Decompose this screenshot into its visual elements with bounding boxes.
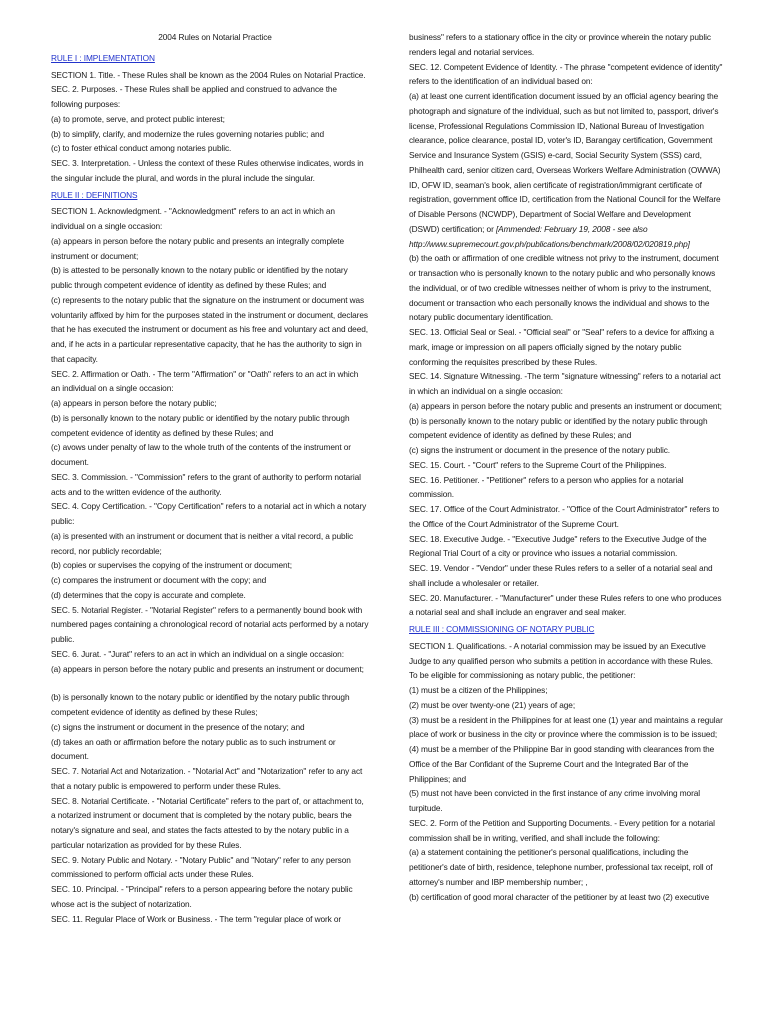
paragraph-text: (2) must be over twenty-one (21) years of age; — [409, 699, 576, 710]
paragraph-text: SEC. 8. Notarial Certificate. - "Notarial Certificate" refers to the part of, or attachment to, a notarized instrument or document that is completed by the notary public, bears the notary's signature and seal, and states the facts attested to by the notary public in a particular notarization as provided for by these Rules. — [51, 795, 364, 850]
paragraph — [409, 890, 723, 905]
rule-heading — [409, 622, 723, 637]
paragraph — [409, 458, 723, 473]
paragraph — [51, 912, 369, 927]
paragraph-text: SEC. 13. Official Seal or Seal. - "Official seal" or "Seal" refers to a device for affixing a mark, image or impression on all papers officially signed by the notary public conforming the requisites prescribed by these Rules. — [409, 327, 715, 367]
paragraph — [51, 764, 369, 794]
paragraph-text: SEC. 4. Copy Certification. - "Copy Certification" refers to a notarial act in which a notary public: — [51, 501, 367, 526]
paragraph-text: SEC. 3. Commission. - "Commission" refers to the grant of authority to perform notarial acts and to the written evidence of the authority. — [51, 471, 361, 497]
paragraph-text: (c) represents to the notary public that the signature on the instrument or document was voluntarily affixed by him for the purposes stated in the instrument or document, declares that he has executed the instrument or document as his free and voluntary act and deed, and, if he acts in a particular representative capacity, that he has the authority to sign in that capacity. — [51, 294, 368, 364]
paragraph — [409, 414, 723, 444]
paragraph — [51, 603, 369, 647]
paragraph — [51, 882, 369, 912]
paragraph-text: (b) is attested to be personally known to the notary public or identified by the notary public through competent evidence of identity as defined by these Rules; and — [51, 265, 348, 290]
paragraph-text: (b) is personally known to the notary public or identified by the notary public through competent evidence of identity as defined by these Rules; and — [51, 412, 350, 438]
paragraph — [409, 816, 723, 846]
paragraph-text: (a) appears in person before the notary public and presents an instrument or document; — [51, 663, 364, 674]
paragraph — [409, 845, 723, 889]
paragraph-text: To be eligible for commissioning as notary public, the petitioner: — [409, 670, 636, 681]
paragraph — [51, 662, 369, 677]
paragraph-text: SECTION 1. Acknowledgment. - "Acknowledgment" refers to an act in which an individual on a single occasion: — [51, 206, 335, 231]
paragraph-text: (d) determines that the copy is accurate and complete. — [51, 589, 246, 600]
paragraph — [51, 440, 369, 470]
paragraph-text: (a) a statement containing the petitioner's personal qualifications, including the petitioner's date of birth, residence, telephone number, professional tax receipt, roll of attorney's number and IBP membership number; , — [409, 847, 713, 887]
paragraph — [409, 561, 723, 591]
paragraph — [51, 411, 369, 441]
paragraph-text: (5) must not have been convicted in the first instance of any crime involving moral turpitude. — [409, 788, 700, 813]
paragraph — [409, 399, 723, 414]
paragraph-text: (b) to simplify, clarify, and modernize the rules governing notaries public; and — [51, 128, 325, 139]
amendment-note: [Ammended: February 19, 2008 - see also http://www.supremecourt.gov.ph/publications/benchmark/2008/02/020819.php] — [409, 223, 690, 249]
paragraph — [51, 68, 369, 83]
paragraph-text: (c) signs the instrument or document in the presence of the notary public. — [409, 445, 671, 455]
paragraph-text: (4) must be a member of the Philippine Bar in good standing with clearances from the Office of the Bar Confidant of the Supreme Court and the Integrated Bar of the Philippines; and — [409, 744, 715, 784]
paragraph — [51, 82, 369, 112]
rule-heading — [51, 188, 369, 203]
paragraph-text: SEC. 16. Petitioner. - "Petitioner" refers to a person who applies for a notarial commission. — [409, 474, 684, 500]
paragraph-text: SEC. 19. Vendor - "Vendor" under these Rules refers to a seller of a notarial seal and shall include a wholesaler or retailer. — [409, 563, 713, 588]
paragraph-text: (c) signs the instrument or document in the presence of the notary; and — [51, 721, 305, 732]
paragraph-text: (c) compares the instrument or document with the copy; and — [51, 575, 267, 585]
paragraph — [51, 156, 369, 186]
paragraph-text: (a) to promote, serve, and protect public interest; — [51, 113, 225, 124]
paragraph-text: SEC. 6. Jurat. - "Jurat" refers to an act in which an individual on a single occasion: — [51, 648, 344, 659]
paragraph-text: business" refers to a stationary office in the city or province wherein the notary public renders legal and notarial services. — [409, 32, 711, 57]
paragraph — [51, 470, 369, 500]
paragraph — [51, 141, 369, 156]
paragraph — [51, 396, 369, 411]
right-column — [409, 30, 723, 904]
paragraph — [409, 325, 723, 369]
paragraph — [409, 60, 723, 90]
paragraph — [51, 234, 369, 264]
paragraph — [51, 499, 369, 529]
paragraph-text: (c) to foster ethical conduct among notaries public. — [51, 143, 232, 154]
paragraph-text: (1) must be a citizen of the Philippines; — [409, 685, 548, 695]
paragraph — [51, 558, 369, 573]
paragraph — [51, 367, 369, 397]
paragraph-text: (3) must be a resident in the Philippines for at least one (1) year and maintains a regular place of work or business in the city or province where the commission is to be issued; — [409, 714, 723, 740]
paragraph — [409, 369, 723, 399]
paragraph — [51, 293, 369, 367]
paragraph-text: SEC. 18. Executive Judge. - "Executive Judge" refers to the Executive Judge of the Regional Trial Court of a city or province who issues a notarial commission. — [409, 533, 707, 559]
rule-heading-text: RULE II : DEFINITIONS — [51, 189, 138, 200]
paragraph — [409, 591, 723, 621]
paragraph-text: (d) takes an oath or affirmation before the notary public as to such instrument or document. — [51, 736, 336, 762]
rule-heading-text: RULE I : IMPLEMENTATION — [51, 52, 155, 63]
paragraph-text: (a) appears in person before the notary public and presents an integrally complete instrument or document; — [51, 235, 344, 261]
paragraph — [51, 263, 369, 293]
paragraph — [51, 127, 369, 142]
paragraph-text: (b) is personally known to the notary public or identified by the notary public through competent evidence of identity as defined by these Rules; — [51, 692, 350, 717]
left-column — [51, 30, 369, 926]
paragraph — [409, 668, 723, 683]
paragraph-text: (b) copies or supervises the copying of the instrument or document; — [51, 560, 292, 571]
paragraph — [409, 473, 723, 503]
paragraph-text: (b) certification of good moral character of the petitioner by at least two (2) executive — [409, 891, 710, 902]
paragraph — [409, 683, 723, 698]
paragraph-text: (a) appears in person before the notary public; — [51, 398, 217, 408]
paragraph — [409, 532, 723, 562]
paragraph — [409, 639, 723, 669]
paragraph — [51, 735, 369, 765]
paragraph — [51, 853, 369, 883]
paragraph-text: SEC. 2. Form of the Petition and Supporting Documents. - Every petition for a notarial commission shall be in writing, verified, and shall include the following: — [409, 817, 715, 843]
right-column-body — [409, 30, 723, 904]
paragraph — [51, 588, 369, 603]
paragraph-text: SEC. 11. Regular Place of Work or Business. - The term "regular place of work or — [51, 913, 342, 924]
paragraph-text: SEC. 14. Signature Witnessing. -The term "signature witnessing" refers to a notarial act in which an individual on a single occasion: — [409, 371, 721, 396]
paragraph-text: (b) is personally known to the notary public or identified by the notary public through competent evidence of identity as defined by these Rules; and — [409, 415, 708, 441]
paragraph-text: (a) is presented with an instrument or document that is neither a vital record, a public record, nor publicly recordable; — [51, 530, 354, 556]
left-column-body — [51, 51, 369, 927]
paragraph — [51, 690, 369, 720]
paragraph — [51, 204, 369, 234]
paragraph-text: (c) avows under penalty of law to the whole truth of the contents of the instrument or document. — [51, 442, 351, 467]
paragraph — [409, 742, 723, 786]
paragraph — [409, 89, 723, 251]
paragraph-text: SEC. 10. Principal. - "Principal" refers to a person appearing before the notary public whose act is the subject of notarization. — [51, 884, 353, 909]
paragraph-text: SECTION 1. Qualifications. - A notarial commission may be issued by an Executive Judge to any qualified person who submits a petition in accordance with these Rules. — [409, 640, 713, 666]
paragraph — [51, 647, 369, 662]
paragraph — [51, 573, 369, 588]
paragraph — [409, 30, 723, 60]
paragraph-text: (b) the oath or affirmation of one credible witness not privy to the instrument, document or transaction who is personally known to the notary public and who personally knows the individual, or of two credible witnesses neither of whom is privy to the instrument, document or transaction who each personally knows the individual and shows to the notary public documentary identification. — [409, 253, 719, 323]
document-title: 2004 Rules on Notarial Practice — [158, 32, 272, 42]
paragraph — [409, 502, 723, 532]
paragraph-text: (a) at least one current identification document issued by an official agency bearing the photograph and signature of the individual, such as but not limited to, passport, driver's license, Professional Regulations Commission ID, National Bureau of Investigation clearance, police clearance, postal ID, voter's ID, Barangay certification, Government Service and Insurance System (GSIS) e-card, Social Security System (SSS) card, Philhealth card, senior citizen card, Overseas Workers Welfare Administration (OWWA) ID, OFW ID, seaman's book, alien certificate of registration/immigrant certificate of registration, government office ID, certification from the National Council for the Welfare of Disable Persons (NCWDP), Department of Social Welfare and Development (DSWD) certification; or — [409, 91, 721, 234]
paragraph-text: SEC. 20. Manufacturer. - "Manufacturer" under these Rules refers to one who produces a notarial seal and shall include an engraver and seal maker. — [409, 592, 722, 618]
paragraph-gap — [51, 676, 369, 690]
rule-heading-text: RULE III : COMMISSIONING OF NOTARY PUBLIC — [409, 624, 595, 634]
paragraph-text: SEC. 17. Office of the Court Administrator. - "Office of the Court Administrator" refers to the Office of the Court Administrator of the Supreme Court. — [409, 504, 720, 529]
paragraph-text: (a) appears in person before the notary public and presents an instrument or document; — [409, 400, 722, 411]
paragraph-text: SEC. 9. Notary Public and Notary. - "Notary Public" and "Notary" refer to any person commissioned to perform official acts under these Rules. — [51, 854, 351, 880]
paragraph-text: SEC. 2. Purposes. - These Rules shall be applied and construed to advance the following purposes: — [51, 84, 337, 109]
paragraph — [51, 794, 369, 853]
paragraph — [409, 251, 723, 325]
paragraph-text: SEC. 5. Notarial Register. - "Notarial Register" refers to a permanently bound book with numbered pages containing a chronological record of notarial acts performed by a notary public. — [51, 604, 369, 644]
paragraph-text: SEC. 2. Affirmation or Oath. - The term "Affirmation" or "Oath" refers to an act in which an individual on a single occasion: — [51, 368, 359, 394]
paragraph-text: SECTION 1. Title. - These Rules shall be known as the 2004 Rules on Notarial Practice. — [51, 69, 366, 80]
paragraph — [409, 443, 723, 458]
paragraph — [409, 786, 723, 816]
paragraph — [51, 529, 369, 559]
rule-heading — [51, 51, 369, 66]
paragraph-text: SEC. 3. Interpretation. - Unless the context of these Rules otherwise indicates, words in the singular include the plural, and words in the plural include the singular. — [51, 158, 364, 183]
paragraph-text: SEC. 7. Notarial Act and Notarization. - "Notarial Act" and "Notarization" refer to any act that a notary public is empowered to perform under these Rules. — [51, 766, 363, 791]
paragraph — [409, 713, 723, 743]
paragraph — [51, 112, 369, 127]
paragraph-text: SEC. 15. Court. - "Court" refers to the Supreme Court of the Philippines. — [409, 459, 667, 470]
paragraph — [51, 720, 369, 735]
paragraph-text: SEC. 12. Competent Evidence of Identity. - The phrase "competent evidence of identity" refers to the identification of an individual based on: — [409, 61, 723, 87]
paragraph — [409, 698, 723, 713]
